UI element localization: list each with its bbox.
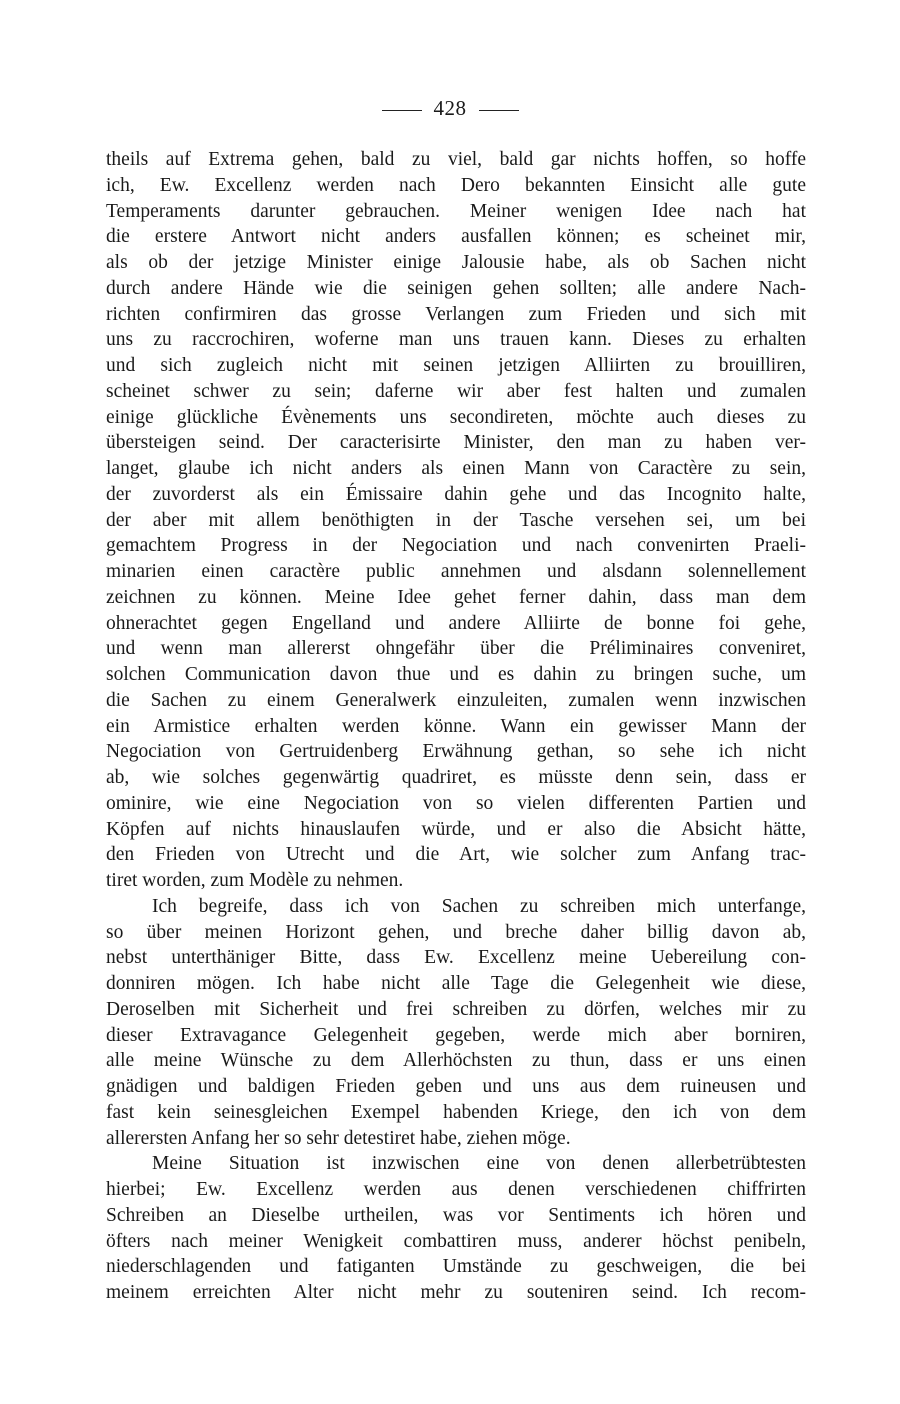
text-line: meinem erreichten Alter nicht mehr zu souteniren seind. Ich recom- (106, 1282, 806, 1303)
text-line: als ob der jetzige Minister einige Jalousie habe, als ob Sachen nicht (106, 252, 806, 273)
text-line: der zuvorderst als ein Émissaire dahin gehe und das Incognito halte, (106, 483, 806, 505)
header-rule-right (479, 110, 519, 111)
text-line: so über meinen Horizont gehen, und breche daher billig davon ab, (106, 921, 806, 943)
text-line: theils auf Extrema gehen, bald zu viel, bald gar nichts hoffen, so hoffe (106, 149, 806, 170)
text-line: uns zu raccrochiren, woferne man uns trauen kann. Dieses zu erhalten (106, 329, 806, 351)
text-line: ab, wie solches gegenwärtig quadriret, es müsste denn sein, dass er (106, 767, 806, 788)
text-line: scheinet schwer zu sein; daferne wir aber fest halten und zumalen (106, 380, 806, 402)
text-line: solchen Communication davon thue und es dahin zu bringen suche, um (106, 664, 806, 685)
text-line: dieser Extravagance Gelegenheit gegeben, werde mich aber borniren, (106, 1024, 806, 1046)
text-line: und sich zugleich nicht mit seinen jetzigen Alliirten zu brouilliren, (106, 355, 806, 376)
text-line: übersteigen seind. Der caracterisirte Minister, den man zu haben ver- (106, 432, 806, 454)
text-line: durch andere Hände wie die seinigen gehen sollten; alle andere Nach- (106, 277, 806, 299)
text-line: und wenn man allererst ohngefähr über die Préliminaires conveniret, (106, 638, 806, 660)
text-line: ohnerachtet gegen Engelland und andere Alliirte de bonne foi gehe, (106, 612, 806, 634)
text-line: gnädigen und baldigen Frieden geben und uns aus dem ruineusen und (106, 1076, 806, 1097)
text-line: richten confirmiren das grosse Verlangen zum Frieden und sich mit (106, 303, 806, 325)
page-header (0, 96, 900, 121)
text-line: gemachtem Progress in der Negociation und nach convenirten Praeli- (106, 535, 806, 557)
text-line: Temperaments darunter gebrauchen. Meiner wenigen Idee nach hat (106, 200, 806, 222)
text-line: die Sachen zu einem Generalwerk einzuleiten, zumalen wenn inzwischen (106, 689, 806, 711)
header-rule-left (382, 110, 422, 111)
text-line: donniren mögen. Ich habe nicht alle Tage die Gelegenheit wie diese, (106, 973, 806, 994)
text-line: Meine Situation ist inzwischen eine von denen allerbetrübtesten (152, 1153, 806, 1175)
text-line: niederschlagenden und fatiganten Umstände zu geschweigen, die bei (106, 1256, 806, 1278)
text-line: Deroselben mit Sicherheit und frei schreiben zu dörfen, welches mir zu (106, 998, 806, 1020)
page-number: 428 (433, 96, 467, 120)
text-line: öfters nach meiner Wenigkeit combattiren muss, anderer höchst penibeln, (106, 1230, 806, 1252)
text-line: ein Armistice erhalten werden könne. Wann ein gewisser Mann der (106, 715, 806, 737)
text-line: zeichnen zu können. Meine Idee gehet ferner dahin, dass man dem (106, 586, 806, 608)
text-line: einige glückliche Évènements uns secondireten, möchte auch dieses zu (106, 406, 806, 428)
text-line: alle meine Wünsche zu dem Allerhöchsten zu thun, dass er uns einen (106, 1050, 806, 1072)
text-line: tiret worden, zum Modèle zu nehmen. (106, 870, 404, 891)
text-line: fast kein seinesgleichen Exempel habenden Kriege, den ich von dem (106, 1101, 806, 1123)
text-line: allerersten Anfang her so sehr detestiret habe, ziehen möge. (106, 1127, 571, 1149)
text-line: Negociation von Gertruidenberg Erwähnung gethan, so sehe ich nicht (106, 741, 806, 763)
text-line: minarien einen caractère public annehmen und alsdann solennellement (106, 561, 806, 582)
text-line: der aber mit allem benöthigten in der Tasche versehen sei, um bei (106, 509, 806, 531)
text-line: Köpfen auf nichts hinauslaufen würde, und er also die Absicht hätte, (106, 818, 806, 840)
text-line: Schreiben an Dieselbe urtheilen, was vor Sentiments ich hören und (106, 1204, 806, 1226)
text-line: die erstere Antwort nicht anders ausfallen können; es scheinet mir, (106, 226, 806, 248)
text-line: ominire, wie eine Negociation von so vielen differenten Partien und (106, 792, 806, 814)
text-line: den Frieden von Utrecht und die Art, wie solcher zum Anfang trac- (106, 844, 806, 866)
text-line: ich, Ew. Excellenz werden nach Dero bekannten Einsicht alle gute (106, 174, 806, 196)
body-text (106, 147, 806, 1306)
text-line: langet, glaube ich nicht anders als einen Mann von Caractère zu sein, (106, 458, 806, 479)
text-line: nebst unterthäniger Bitte, dass Ew. Excellenz meine Uebereilung con- (106, 947, 806, 969)
text-line: hierbei; Ew. Excellenz werden aus denen verschiedenen chiffrirten (106, 1179, 806, 1200)
text-line: Ich begreife, dass ich von Sachen zu schreiben mich unterfange, (152, 895, 806, 917)
